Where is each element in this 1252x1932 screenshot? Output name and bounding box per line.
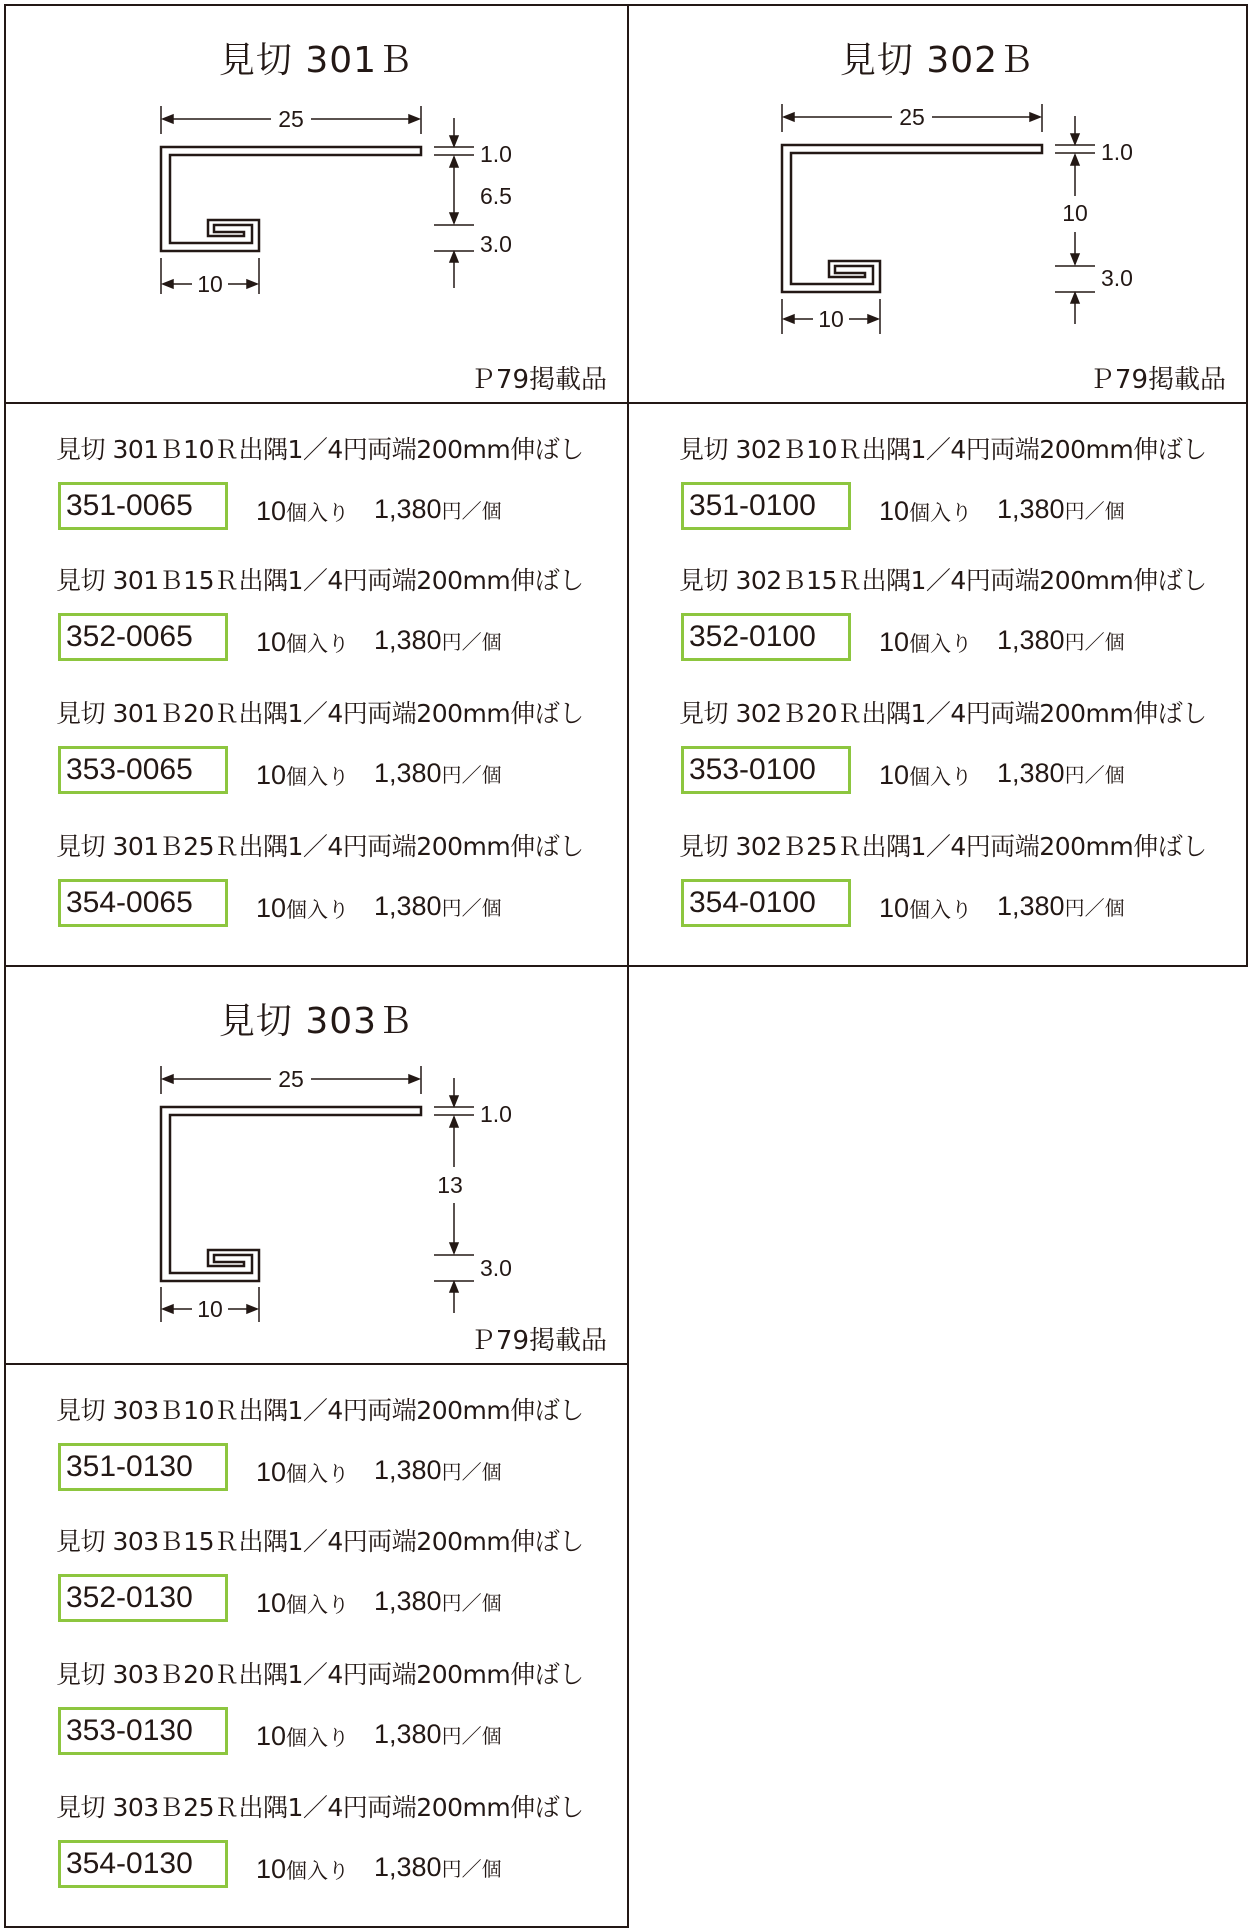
qty-number: 10 (879, 496, 910, 526)
product-title: 見切 302Ｂ (839, 40, 1036, 81)
price-value: 1,380 (374, 1719, 442, 1749)
qty-unit: 個入り (909, 501, 973, 525)
price-unit: 円／個 (441, 763, 502, 787)
item-name: 見切 302Ｂ25Ｒ出隅1／4円両端200mm伸ばし (679, 832, 1207, 861)
price-value: 1,380 (374, 1586, 442, 1616)
qty-number: 10 (256, 1457, 287, 1487)
item-code[interactable]: 351-0130 (58, 1443, 228, 1491)
item-price (374, 891, 502, 922)
item-name: 見切 303Ｂ10Ｒ出隅1／4円両端200mm伸ばし (56, 1396, 584, 1425)
price-unit: 円／個 (441, 1857, 502, 1881)
product-301b-items (4, 402, 629, 967)
item-code[interactable]: 353-0130 (58, 1707, 228, 1755)
qty-number: 10 (879, 627, 910, 657)
price-unit: 円／個 (1064, 499, 1125, 523)
page-reference: Ｐ79掲載品 (469, 365, 607, 395)
item-price (374, 758, 502, 789)
price-value: 1,380 (997, 758, 1065, 788)
product-303b-header (4, 965, 629, 1365)
item-code[interactable]: 354-0130 (58, 1840, 228, 1888)
profile-diagram (6, 967, 631, 1367)
dim-lip: 3.0 (1101, 265, 1133, 291)
qty-unit: 個入り (286, 632, 350, 656)
list-item (56, 1522, 616, 1652)
item-quantity (879, 496, 972, 527)
price-value: 1,380 (997, 891, 1065, 921)
profile-diagram (6, 6, 631, 406)
item-price (997, 758, 1125, 789)
price-unit: 円／個 (441, 499, 502, 523)
item-quantity (879, 760, 972, 791)
qty-unit: 個入り (286, 1593, 350, 1617)
page-reference: Ｐ79掲載品 (1088, 365, 1226, 395)
item-code[interactable]: 352-0065 (58, 613, 228, 661)
qty-unit: 個入り (286, 501, 350, 525)
price-value: 1,380 (374, 1455, 442, 1485)
item-quantity (256, 1457, 349, 1488)
list-item (679, 561, 1239, 691)
qty-unit: 個入り (909, 765, 973, 789)
product-302b-items (627, 402, 1248, 967)
price-unit: 円／個 (441, 1724, 502, 1748)
qty-number: 10 (256, 1588, 287, 1618)
price-unit: 円／個 (1064, 896, 1125, 920)
list-item (56, 430, 616, 560)
qty-number: 10 (256, 496, 287, 526)
qty-number: 10 (256, 1721, 287, 1751)
qty-number: 10 (256, 760, 287, 790)
item-price (374, 1586, 502, 1617)
price-unit: 円／個 (441, 896, 502, 920)
profile-shape (161, 147, 421, 251)
price-value: 1,380 (997, 494, 1065, 524)
dim-width: 25 (278, 106, 304, 132)
product-303b-items (4, 1363, 629, 1928)
list-item (679, 827, 1239, 957)
dim-width: 25 (899, 104, 925, 130)
dim-gap: 6.5 (480, 183, 512, 209)
dim-lip: 3.0 (480, 231, 512, 257)
qty-unit: 個入り (909, 898, 973, 922)
item-name: 見切 303Ｂ20Ｒ出隅1／4円両端200mm伸ばし (56, 1660, 584, 1689)
qty-number: 10 (256, 627, 287, 657)
dim-bottom: 10 (818, 306, 844, 332)
dim-lip: 3.0 (480, 1255, 512, 1281)
price-value: 1,380 (374, 494, 442, 524)
qty-unit: 個入り (286, 1462, 350, 1486)
item-quantity (879, 627, 972, 658)
item-quantity (256, 1854, 349, 1885)
item-name: 見切 301Ｂ25Ｒ出隅1／4円両端200mm伸ばし (56, 832, 584, 861)
list-item (56, 1391, 616, 1521)
item-price (374, 1455, 502, 1486)
item-code[interactable]: 354-0100 (681, 879, 851, 927)
product-title: 見切 301Ｂ (218, 40, 415, 81)
price-unit: 円／個 (1064, 763, 1125, 787)
item-quantity (879, 893, 972, 924)
price-unit: 円／個 (441, 630, 502, 654)
item-price (374, 1719, 502, 1750)
item-code[interactable]: 353-0065 (58, 746, 228, 794)
item-name: 見切 302Ｂ10Ｒ出隅1／4円両端200mm伸ばし (679, 435, 1207, 464)
item-quantity (256, 627, 349, 658)
item-price (997, 494, 1125, 525)
price-unit: 円／個 (1064, 630, 1125, 654)
item-name: 見切 301Ｂ15Ｒ出隅1／4円両端200mm伸ばし (56, 566, 584, 595)
dim-thickness: 1.0 (480, 141, 512, 167)
list-item (56, 561, 616, 691)
dim-width: 25 (278, 1066, 304, 1092)
price-value: 1,380 (374, 758, 442, 788)
price-value: 1,380 (374, 625, 442, 655)
dim-gap: 13 (437, 1172, 463, 1198)
page-reference: Ｐ79掲載品 (469, 1326, 607, 1356)
dim-bottom: 10 (197, 271, 223, 297)
list-item (679, 694, 1239, 824)
item-code[interactable]: 351-0065 (58, 482, 228, 530)
item-quantity (256, 1588, 349, 1619)
item-name: 見切 302Ｂ20Ｒ出隅1／4円両端200mm伸ばし (679, 699, 1207, 728)
qty-unit: 個入り (286, 1859, 350, 1883)
profile-shape (161, 1107, 421, 1281)
item-name: 見切 301Ｂ10Ｒ出隅1／4円両端200mm伸ばし (56, 435, 584, 464)
dim-gap: 10 (1062, 200, 1088, 226)
list-item (56, 694, 616, 824)
qty-number: 10 (256, 1854, 287, 1884)
profile-shape (782, 145, 1042, 292)
item-quantity (256, 1721, 349, 1752)
product-302b-header (627, 4, 1248, 404)
qty-unit: 個入り (286, 898, 350, 922)
item-code[interactable]: 351-0100 (681, 482, 851, 530)
dim-bottom: 10 (197, 1296, 223, 1322)
price-value: 1,380 (997, 625, 1065, 655)
price-unit: 円／個 (441, 1460, 502, 1484)
qty-unit: 個入り (286, 1726, 350, 1750)
item-quantity (256, 893, 349, 924)
item-name: 見切 302Ｂ15Ｒ出隅1／4円両端200mm伸ばし (679, 566, 1207, 595)
item-code[interactable]: 352-0130 (58, 1574, 228, 1622)
list-item (56, 827, 616, 957)
item-price (997, 625, 1125, 656)
item-price (997, 891, 1125, 922)
item-price (374, 1852, 502, 1883)
dim-thickness: 1.0 (480, 1101, 512, 1127)
item-name: 見切 303Ｂ25Ｒ出隅1／4円両端200mm伸ばし (56, 1793, 584, 1822)
dim-thickness: 1.0 (1101, 139, 1133, 165)
profile-diagram (629, 6, 1250, 406)
item-name: 見切 301Ｂ20Ｒ出隅1／4円両端200mm伸ばし (56, 699, 584, 728)
product-301b-header (4, 4, 629, 404)
item-quantity (256, 760, 349, 791)
qty-unit: 個入り (286, 765, 350, 789)
item-quantity (256, 496, 349, 527)
qty-unit: 個入り (909, 632, 973, 656)
product-title: 見切 303Ｂ (218, 1001, 415, 1042)
item-code[interactable]: 354-0065 (58, 879, 228, 927)
qty-number: 10 (256, 893, 287, 923)
list-item (56, 1655, 616, 1785)
price-value: 1,380 (374, 891, 442, 921)
item-name: 見切 303Ｂ15Ｒ出隅1／4円両端200mm伸ばし (56, 1527, 584, 1556)
list-item (56, 1788, 616, 1918)
qty-number: 10 (879, 893, 910, 923)
price-unit: 円／個 (441, 1591, 502, 1615)
price-value: 1,380 (374, 1852, 442, 1882)
qty-number: 10 (879, 760, 910, 790)
item-code[interactable]: 353-0100 (681, 746, 851, 794)
item-price (374, 494, 502, 525)
item-price (374, 625, 502, 656)
item-code[interactable]: 352-0100 (681, 613, 851, 661)
list-item (679, 430, 1239, 560)
